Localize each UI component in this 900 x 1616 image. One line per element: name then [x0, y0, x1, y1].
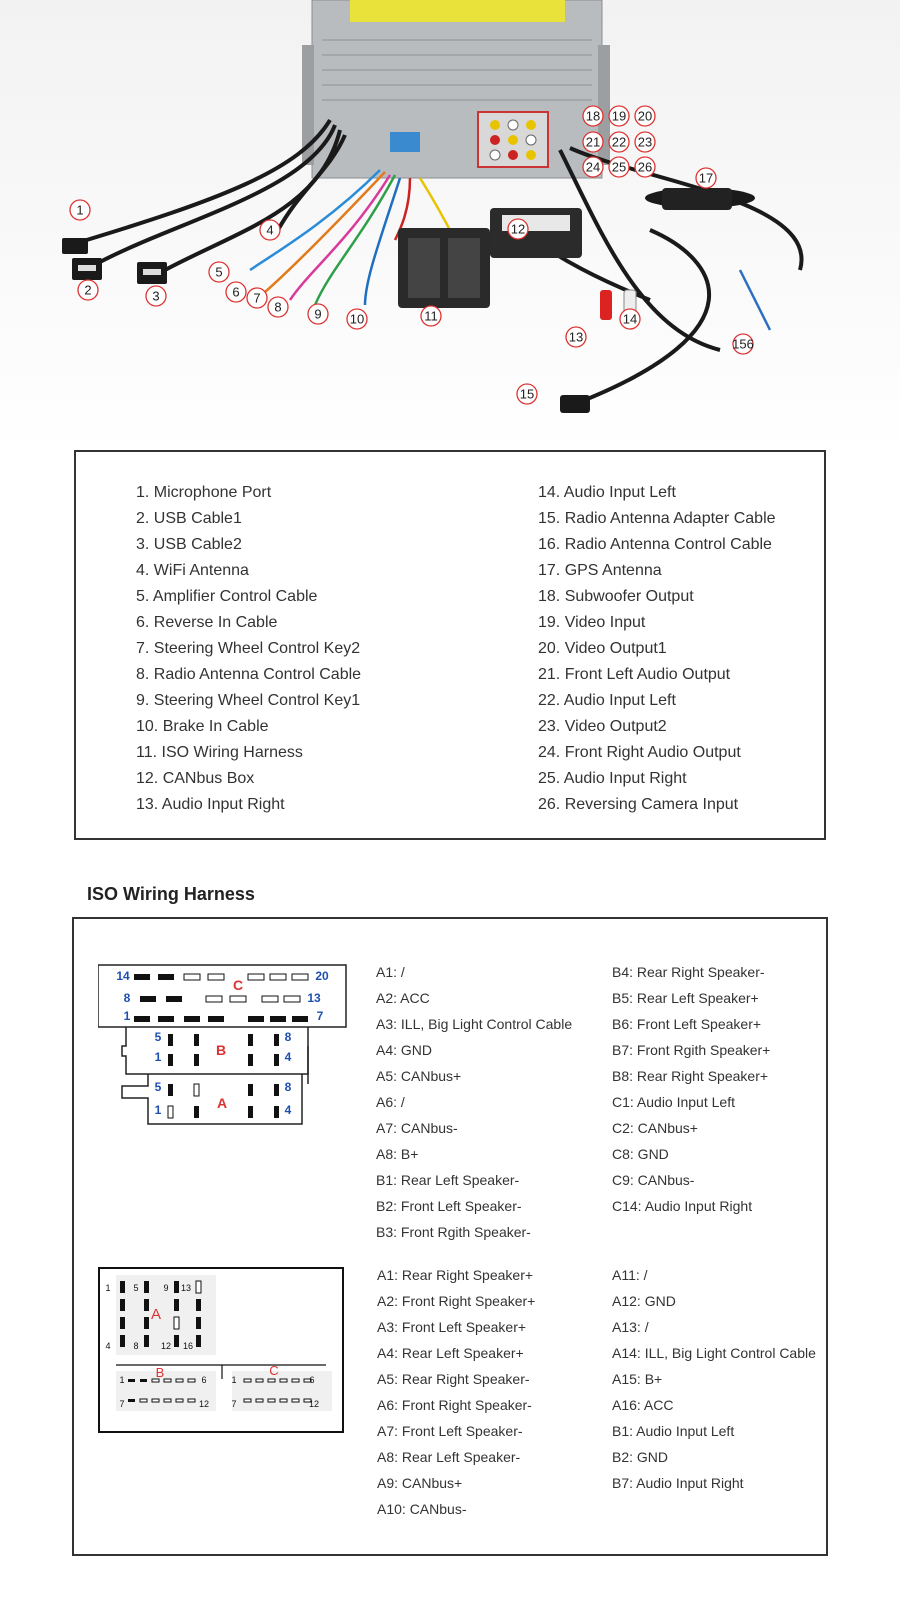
callout-number: 11	[424, 308, 438, 324]
connector-pin-label: 4	[105, 1341, 111, 1351]
callout-number: 4	[266, 222, 274, 238]
pin-assignment: A8: B+	[376, 1146, 419, 1162]
pin-assignment: A6: /	[376, 1094, 405, 1110]
connector-pin	[248, 974, 264, 980]
callout-number: 17	[698, 170, 714, 186]
legend-item: 23. Video Output2	[538, 718, 667, 735]
callout-number: 19	[611, 108, 627, 124]
pin-assignment: A12: GND	[612, 1293, 676, 1309]
connector-pin	[208, 1016, 224, 1022]
legend-item: 21. Front Left Audio Output	[538, 666, 731, 683]
connector-pin	[120, 1335, 125, 1347]
connector-pin-label: 8	[133, 1341, 139, 1351]
connector-pin	[292, 974, 308, 980]
callout-number: 6	[232, 284, 240, 300]
callout-number: 10	[349, 311, 365, 327]
connector-pin	[176, 1379, 183, 1382]
pin-assignment: A10: CANbus-	[377, 1501, 467, 1517]
connector-pin-label: 13	[180, 1283, 192, 1293]
connector-pin-label: 5	[133, 1283, 139, 1293]
connector-pin-label: 1	[231, 1375, 237, 1385]
connector-pin	[248, 1054, 253, 1066]
connector-pin	[274, 1054, 279, 1066]
pin-assignment: A9: CANbus+	[377, 1475, 463, 1491]
connector-pin-label: 4	[284, 1050, 292, 1064]
callout-number: 3	[152, 288, 160, 304]
connector-pin-label: B	[215, 1042, 227, 1058]
connector-pin	[120, 1281, 125, 1293]
legend-item: 3. USB Cable2	[136, 536, 242, 553]
callout-number: 14	[622, 311, 638, 327]
connector-pin-label: 6	[201, 1375, 207, 1385]
connector-pin	[268, 1379, 275, 1382]
connector-pin-label: 8	[284, 1030, 292, 1044]
connector-pin-label: 16	[182, 1341, 194, 1351]
connector-pin	[174, 1335, 179, 1347]
connector-pin	[166, 996, 182, 1002]
connector-pin	[262, 996, 278, 1002]
connector-pin	[284, 996, 300, 1002]
connector-pin	[144, 1335, 149, 1347]
parts-legend	[74, 450, 826, 840]
connector-pin-label: 7	[316, 1009, 324, 1023]
connector2-pins-col1	[377, 1262, 535, 1522]
connector-pin	[292, 1379, 299, 1382]
legend-item: 18. Subwoofer Output	[538, 588, 694, 605]
connector-pin-label: 5	[154, 1080, 162, 1094]
connector-pin	[168, 1054, 173, 1066]
connector-pin-label: A	[150, 1306, 162, 1323]
pin-assignment: A2: Front Right Speaker+	[377, 1293, 536, 1309]
connector-pin	[292, 1016, 308, 1022]
callout-number: 8	[274, 299, 282, 315]
connector-pin	[144, 1317, 149, 1329]
connector-pin	[196, 1281, 201, 1293]
pin-assignment: A4: Rear Left Speaker+	[377, 1345, 524, 1361]
connector-pin	[196, 1299, 201, 1311]
connector-pin	[188, 1399, 195, 1402]
canbus-box	[490, 208, 582, 258]
legend-item: 15. Radio Antenna Adapter Cable	[538, 510, 776, 527]
pin-assignment: B7: Audio Input Right	[612, 1475, 744, 1491]
connector-pin-label: 12	[160, 1341, 172, 1351]
connector-pin	[184, 974, 200, 980]
connector-pin-label: A	[216, 1095, 228, 1111]
legend-item: 22. Audio Input Left	[538, 692, 676, 709]
connector-pin	[174, 1317, 179, 1329]
connector-pin	[268, 1399, 275, 1402]
pin-assignment: A7: CANbus-	[376, 1120, 458, 1136]
connector-pin-label: C	[269, 1363, 279, 1378]
connector-pin	[208, 974, 224, 980]
pin-assignment: A16: ACC	[612, 1397, 674, 1413]
connector-pin	[248, 1016, 264, 1022]
pin-assignment: B1: Rear Left Speaker-	[376, 1172, 520, 1188]
callout-number: 9	[314, 306, 322, 322]
callout-number: 25	[611, 159, 627, 175]
legend-item: 12. CANbus Box	[136, 770, 255, 787]
connector-pin	[174, 1299, 179, 1311]
legend-item: 8. Radio Antenna Control Cable	[136, 666, 362, 683]
pin-assignment: A3: ILL, Big Light Control Cable	[376, 1016, 573, 1032]
connector-pin	[196, 1317, 201, 1329]
legend-item: 5. Amplifier Control Cable	[136, 588, 318, 605]
connector-pin	[144, 1281, 149, 1293]
connector-pin	[140, 1379, 147, 1382]
iso-harness-plug	[398, 228, 490, 308]
connector-pin	[270, 1016, 286, 1022]
connector-pin	[230, 996, 246, 1002]
callout-number: 15	[519, 386, 535, 402]
connector-pin-label: 8	[123, 991, 131, 1005]
legend-item: 14. Audio Input Left	[538, 484, 676, 501]
callout-number: 7	[253, 290, 261, 306]
connector-pin-label: 13	[307, 991, 321, 1005]
legend-item: 9. Steering Wheel Control Key1	[136, 692, 361, 709]
connector-pin-label: 1	[105, 1283, 111, 1293]
callout-number: 21	[585, 134, 601, 150]
connector-pin	[134, 974, 150, 980]
legend-item: 16. Radio Antenna Control Cable	[538, 536, 772, 553]
pin-assignment: B1: Audio Input Left	[612, 1423, 735, 1439]
connector-pin-label: 12	[198, 1399, 210, 1409]
product-photo	[0, 0, 900, 455]
connector-pin	[196, 1335, 201, 1347]
callout-number: 156	[732, 336, 754, 352]
legend-item: 4. WiFi Antenna	[136, 562, 249, 579]
connector2-pins-col2	[612, 1262, 816, 1496]
connector-pin	[184, 1016, 200, 1022]
connector-pin	[280, 1379, 287, 1382]
connector-pin-label: C	[232, 977, 244, 993]
connector-pin	[274, 1034, 279, 1046]
pin-assignment: A1: Rear Right Speaker+	[377, 1267, 534, 1283]
connector-pin	[168, 1106, 173, 1118]
legend-item: 19. Video Input	[538, 614, 646, 631]
connector-pin-label: 9	[163, 1283, 169, 1293]
connector-pin	[248, 1106, 253, 1118]
pin-assignment: B5: Rear Left Speaker+	[612, 990, 759, 1006]
connector-pin	[244, 1399, 251, 1402]
connector-pin	[144, 1299, 149, 1311]
pin-assignment: C1: Audio Input Left	[612, 1094, 735, 1110]
legend-right-column	[538, 480, 776, 818]
legend-item: 20. Video Output1	[538, 640, 667, 657]
pin-assignment: C2: CANbus+	[612, 1120, 698, 1136]
connector-pin	[256, 1379, 263, 1382]
pin-assignment: B4: Rear Right Speaker-	[612, 964, 765, 980]
callout-number: 2	[84, 282, 92, 298]
legend-item: 7. Steering Wheel Control Key2	[136, 640, 361, 657]
connector-pin	[120, 1299, 125, 1311]
connector-pin	[168, 1034, 173, 1046]
connector-pin-label: 1	[154, 1103, 162, 1117]
connector-pin	[194, 1034, 199, 1046]
connector-pin	[174, 1281, 179, 1293]
connector-pin	[158, 974, 174, 980]
connector-pin	[256, 1399, 263, 1402]
connector-pin-label: 8	[284, 1080, 292, 1094]
legend-left-column	[136, 480, 361, 818]
connector-pin	[244, 1379, 251, 1382]
connector-pin	[280, 1399, 287, 1402]
connector-pin	[194, 1054, 199, 1066]
legend-item: 2. USB Cable1	[136, 510, 242, 527]
antenna-adapter-plug	[560, 395, 590, 413]
legend-item: 17. GPS Antenna	[538, 562, 662, 579]
pin-assignment: A5: CANbus+	[376, 1068, 462, 1084]
connector-pin	[140, 996, 156, 1002]
pin-assignment: A7: Front Left Speaker-	[377, 1423, 523, 1439]
head-unit	[302, 0, 610, 178]
pin-assignment: A15: B+	[612, 1371, 663, 1387]
callout-number: 13	[568, 329, 584, 345]
connector-pin	[158, 1016, 174, 1022]
legend-item: 6. Reverse In Cable	[136, 614, 278, 631]
connector-pin	[152, 1399, 159, 1402]
connector-pin-label: 12	[308, 1399, 320, 1409]
legend-item: 1. Microphone Port	[136, 484, 272, 501]
pin-assignment: A6: Front Right Speaker-	[377, 1397, 532, 1413]
callout-number: 12	[510, 221, 526, 237]
pin-assignment: B3: Front Rgith Speaker-	[376, 1224, 531, 1240]
callout-number: 20	[637, 108, 653, 124]
connector-pin	[134, 1016, 150, 1022]
connector1-diagram	[98, 964, 348, 1134]
legend-item: 26. Reversing Camera Input	[538, 796, 739, 813]
callout-number: 23	[637, 134, 653, 150]
connector-pin-label: 5	[154, 1030, 162, 1044]
connector-pin	[164, 1399, 171, 1402]
pin-assignment: A2: ACC	[376, 990, 430, 1006]
callout-number: 22	[611, 134, 627, 150]
pin-assignment: C14: Audio Input Right	[612, 1198, 753, 1214]
connector-pin	[206, 996, 222, 1002]
connector-pin-label: 20	[315, 969, 329, 983]
legend-item: 13. Audio Input Right	[136, 796, 285, 813]
connector-pin	[188, 1379, 195, 1382]
connector1-pins-col1	[376, 959, 572, 1245]
callout-number: 5	[215, 264, 223, 280]
legend-item: 10. Brake In Cable	[136, 718, 269, 735]
connector-pin	[140, 1399, 147, 1402]
connector2-diagram	[98, 1267, 344, 1433]
connector-pin-label: 1	[119, 1375, 125, 1385]
connector-pin	[248, 1084, 253, 1096]
pin-assignment: B6: Front Left Speaker+	[612, 1016, 762, 1032]
connector-pin-label: 7	[119, 1399, 125, 1409]
pin-assignment: B2: GND	[612, 1449, 669, 1465]
connector-pin	[168, 1084, 173, 1096]
connector-pin	[128, 1399, 135, 1402]
connector-pin	[120, 1317, 125, 1329]
connector-pin	[270, 974, 286, 980]
pin-assignment: C8: GND	[612, 1146, 669, 1162]
connector-pin	[194, 1084, 199, 1096]
pin-assignment: A3: Front Left Speaker+	[377, 1319, 527, 1335]
pin-assignment: A4: GND	[376, 1042, 433, 1058]
pin-assignment: A13: /	[612, 1319, 649, 1335]
pin-assignment: B2: Front Left Speaker-	[376, 1198, 522, 1214]
pin-assignment: A14: ILL, Big Light Control Cable	[612, 1345, 816, 1361]
connector-pin-label: 1	[154, 1050, 162, 1064]
connector-pin	[274, 1106, 279, 1118]
connector-pin-label: B	[155, 1365, 165, 1380]
pin-assignment: A1: /	[376, 964, 405, 980]
legend-item: 11. ISO Wiring Harness	[136, 744, 303, 761]
connector-pin	[176, 1399, 183, 1402]
connector-pin-label: 14	[116, 969, 130, 983]
connector-pin-label: 6	[309, 1375, 315, 1385]
pin-assignment: A8: Rear Left Speaker-	[377, 1449, 521, 1465]
connector-pin-label: 7	[231, 1399, 237, 1409]
callout-number: 24	[585, 159, 601, 175]
connector-pin	[248, 1034, 253, 1046]
connector-pin-label: 1	[123, 1009, 131, 1023]
connector-pin	[128, 1379, 135, 1382]
legend-item: 24. Front Right Audio Output	[538, 744, 741, 761]
callout-number: 18	[585, 108, 601, 124]
connector-pin	[292, 1399, 299, 1402]
connector-pin-label: 4	[284, 1103, 292, 1117]
pin-assignment: A11: /	[612, 1267, 648, 1283]
legend-item: 25. Audio Input Right	[538, 770, 687, 787]
iso-pinout-box	[72, 917, 828, 1556]
callout-number: 1	[76, 202, 84, 218]
connector1-pins-col2	[612, 959, 770, 1219]
pin-assignment: B7: Front Rgith Speaker+	[612, 1042, 771, 1058]
callout-number: 26	[637, 159, 653, 175]
pin-assignment: A5: Rear Right Speaker-	[377, 1371, 530, 1387]
connector-pin	[164, 1379, 171, 1382]
connector-pin	[194, 1106, 199, 1118]
pin-assignment: C9: CANbus-	[612, 1172, 695, 1188]
pin-assignment: B8: Rear Right Speaker+	[612, 1068, 769, 1084]
iso-section-title: ISO Wiring Harness	[87, 884, 255, 904]
connector-pin	[274, 1084, 279, 1096]
